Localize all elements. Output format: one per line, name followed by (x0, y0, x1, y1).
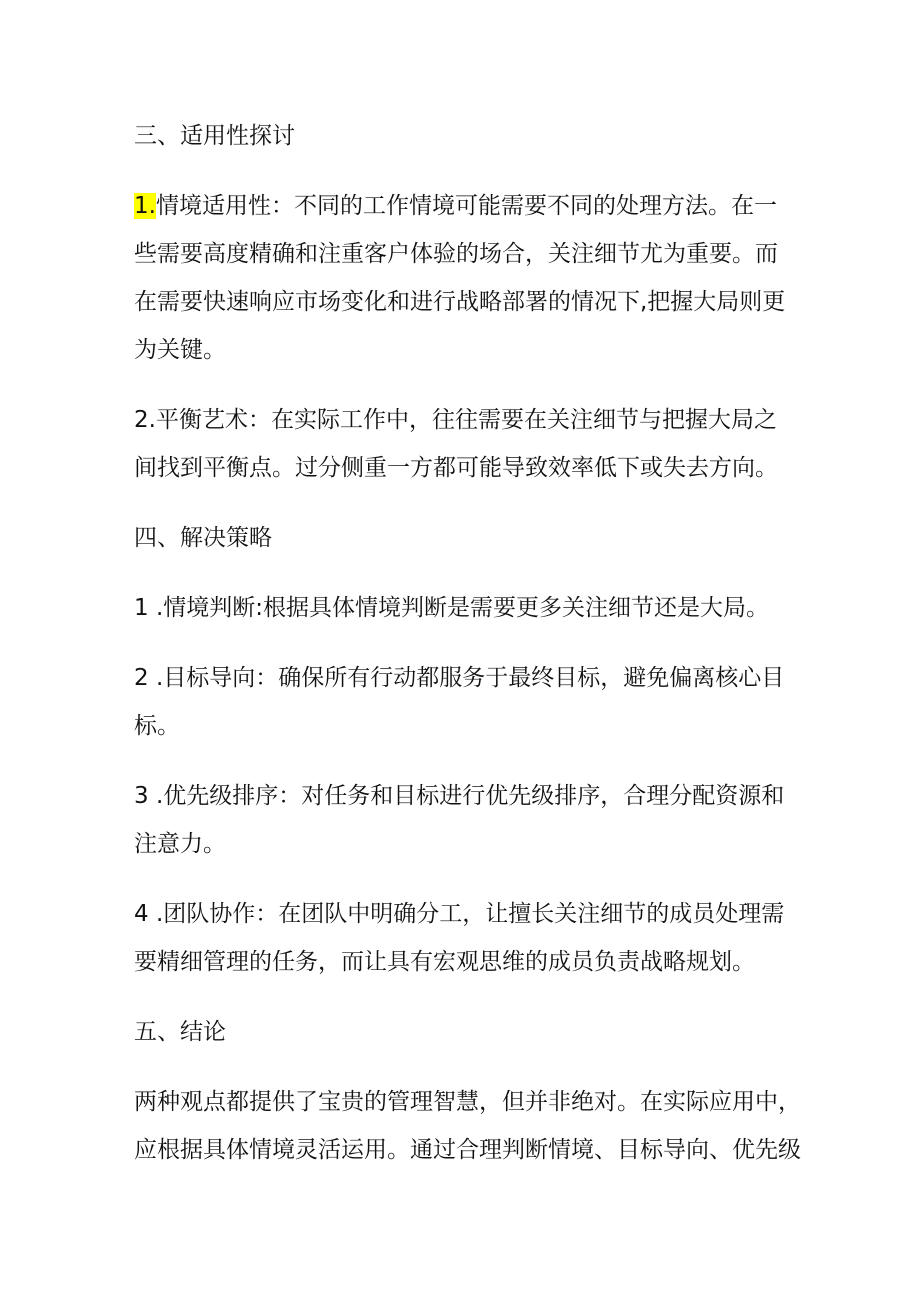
section-5-heading: 五、结论 (134, 1019, 226, 1045)
section-3-item-2-line-1: 2.平衡艺术：在实际工作中，往往需要在关注细节与把握大局之 (134, 407, 777, 433)
section-3-item-1-line-3: 在需要快速响应市场变化和进行战略部署的情况下,把握大局则更 (134, 289, 786, 315)
section-4-item-3-line-1: 3 .优先级排序：对任务和目标进行优先级排序，合理分配资源和 (134, 783, 785, 809)
section-4-heading: 四、解决策略 (134, 525, 272, 551)
highlighted-item-number: 1. (134, 193, 156, 219)
section-3-heading: 三、适用性探讨 (134, 123, 295, 149)
section-3-item-1-line-2: 些需要高度精确和注重客户体验的场合，关注细节尤为重要。而 (134, 241, 778, 267)
section-5-para-line-2: 应根据具体情境灵活运用。通过合理判断情境、目标导向、优先级 (134, 1137, 801, 1163)
section-4-item-2-line-1: 2 .目标导向：确保所有行动都服务于最终目标，避免偏离核心目 (134, 665, 785, 691)
section-3-item-2-line-2: 间找到平衡点。过分侧重一方都可能导致效率低下或失去方向。 (134, 455, 778, 481)
section-4-item-1-line-1: 1 .情境判断:根据具体情境判断是需要更多关注细节还是大局。 (134, 595, 770, 621)
section-4-item-3-line-2: 注意力。 (134, 831, 226, 857)
item-1-line-1-text: 情境适用性：不同的工作情境可能需要不同的处理方法。在一 (155, 193, 777, 219)
section-4-item-2-line-2: 标。 (134, 713, 180, 739)
section-4-item-4-line-1: 4 .团队协作：在团队中明确分工，让擅长关注细节的成员处理需 (134, 901, 785, 927)
section-4-item-4-line-2: 要精细管理的任务，而让具有宏观思维的成员负责战略规划。 (134, 949, 755, 975)
section-3-item-1-line-4: 为关键。 (134, 337, 226, 363)
section-5-para-line-1: 两种观点都提供了宝贵的管理智慧，但并非绝对。在实际应用中， (134, 1089, 801, 1115)
section-3-item-1-line-1 (134, 190, 777, 222)
